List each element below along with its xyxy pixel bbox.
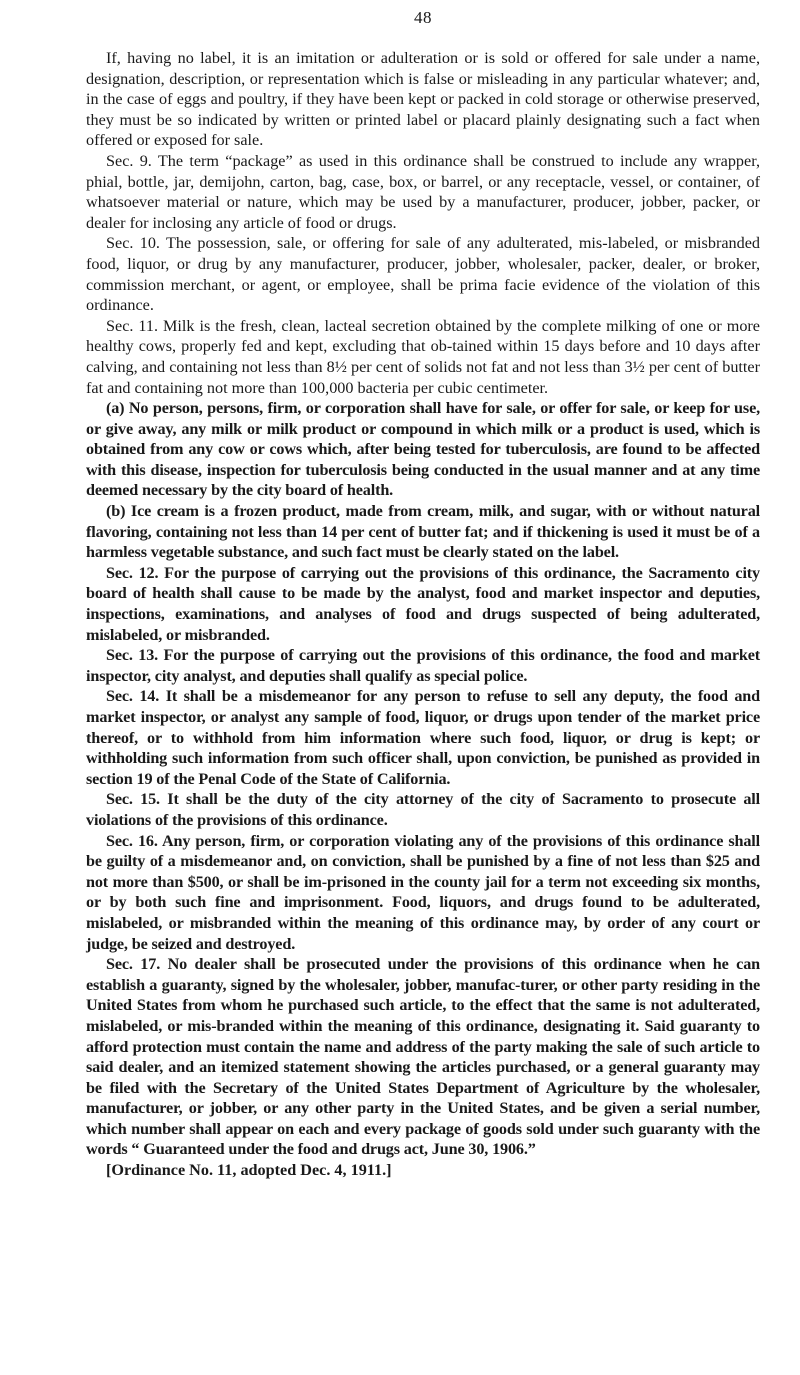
paragraph: Sec. 16. Any person, firm, or corporation violating any of the provisions of this ordinance shall be guilty of a misdemeanor and, on conviction, shall be punished by a fine of not less than $25 and not more than $500, or shall be im-prisoned in the county jail for a term not exceeding six months, or by both such fine and imprisonment. Food, liquors, and drugs found to be adulterated, mislabeled, or misbranded within the meaning of this ordinance may, by order of any court or judge, be seized and destroyed. xyxy=(86,831,760,953)
paragraph: Sec. 13. For the purpose of carrying out the provisions of this ordinance, the food and market inspector, city analyst, and deputies shall qualify as special police. xyxy=(86,646,760,685)
page-number: 48 xyxy=(414,8,432,27)
ordinance-citation: [Ordinance No. 11, adopted Dec. 4, 1911.] xyxy=(106,1161,392,1180)
body-text xyxy=(86,48,760,1160)
paragraph: Sec. 14. It shall be a misdemeanor for any person to refuse to sell any deputy, the food and market inspector, or analyst any sample of food, liquor, or drugs upon tender of the market price thereof, or to withhold from him information where such food, liquor, or drug is kept; or withholding such information from such officer shall, upon conviction, be punished as provided in section 19 of the Penal Code of the State of California. xyxy=(86,687,760,788)
paragraph: (a) No person, persons, firm, or corporation shall have for sale, or offer for sale, or keep for use, or give away, any milk or milk product or compound in which milk or a product is used, which is obtained from any cow or cows which, after being tested for tuberculosis, are found to be affected with this disease, inspection for tuberculosis being conducted in the usual manner and at any time deemed necessary by the city board of health. xyxy=(86,399,760,500)
paragraph: (b) Ice cream is a frozen product, made from cream, milk, and sugar, with or without natural flavoring, containing not less than 14 per cent of butter fat; and if thickening is used it must be of a harmless vegetable substance, and such fact must be clearly stated on the label. xyxy=(86,502,760,562)
paragraph: If, having no label, it is an imitation or adulteration or is sold or offered for sale under a name, designation, description, or representation which is false or misleading in any particular whatever; and, in the case of eggs and poultry, if they have been kept or packed in cold storage or otherwise preserved, they must be so indicated by written or printed label or placard plainly designating such a fact when offered or exposed for sale. xyxy=(86,49,760,150)
document-page xyxy=(86,8,760,1181)
paragraph: Sec. 12. For the purpose of carrying out the provisions of this ordinance, the Sacramento city board of health shall cause to be made by the analyst, food and market inspector and deputies, inspections, examinations, and analyses of food and drugs suspected of being adulterated, mislabeled, or misbranded. xyxy=(86,563,760,644)
paragraph: Sec. 9. The term “package” as used in this ordinance shall be construed to include any wrapper, phial, bottle, jar, demijohn, carton, bag, case, box, or barrel, or any receptacle, vessel, or container, of whatsoever material or nature, which may be used by a manufacturer, producer, jobber, packer, or dealer for inclosing any article of food or drugs. xyxy=(86,151,760,232)
paragraph: Sec. 10. The possession, sale, or offering for sale of any adulterated, mis-labeled, or misbranded food, liquor, or drug by any manufacturer, producer, jobber, wholesaler, packer, dealer, or broker, commission merchant, or agent, or employee, shall be prima facie evidence of the violation of this ordinance. xyxy=(86,234,760,315)
paragraph: Sec. 17. No dealer shall be prosecuted under the provisions of this ordinance when he can establish a guaranty, signed by the wholesaler, jobber, manufac-turer, or other party residing in the United States from whom he purchased such article, to the effect that the same is not adulterated, mislabeled, or mis-branded within the meaning of this ordinance, designating it. Said guaranty to afford protection must contain the name and address of the party making the sale of such article to said dealer, and an itemized statement showing the articles purchased, or a general guaranty may be filed with the Secretary of the United States Department of Agriculture by the wholesaler, manufacturer, or jobber, or any other party in the United States, and be given a serial number, which number shall appear on each and every package of goods sold under such guaranty with the words “ Guaranteed under the food and drugs act, June 30, 1906.” xyxy=(86,955,760,1159)
paragraph: Sec. 15. It shall be the duty of the city attorney of the city of Sacramento to prosecute all violations of the provisions of this ordinance. xyxy=(86,790,760,829)
paragraph: Sec. 11. Milk is the fresh, clean, lacteal secretion obtained by the complete milking of one or more healthy cows, properly fed and kept, excluding that ob-tained within 15 days before and 10 days after calving, and containing not less than 8½ per cent of solids not fat and not less than 3½ per cent of butter fat and containing not more than 100,000 bacteria per cubic centimeter. xyxy=(86,316,760,397)
